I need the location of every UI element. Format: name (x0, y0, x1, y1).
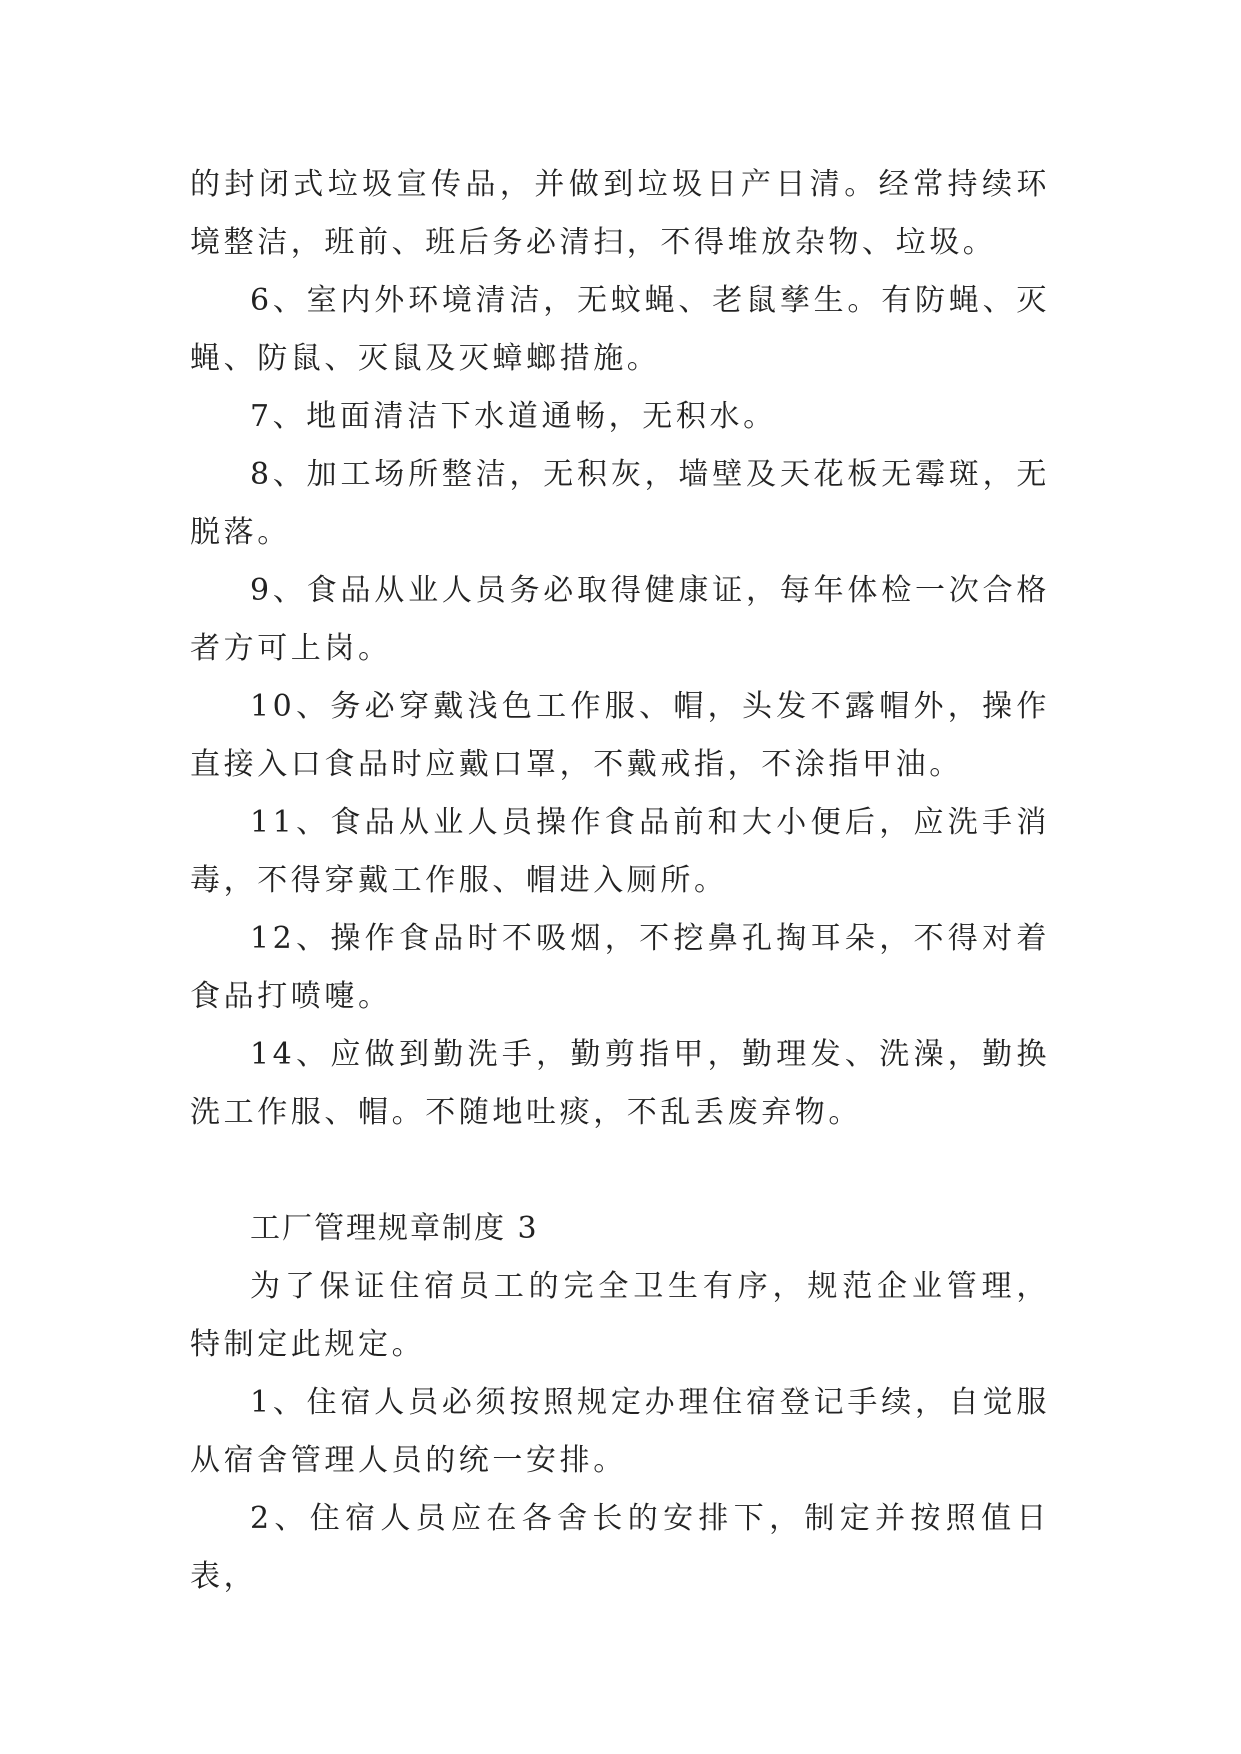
section-heading: 工厂管理规章制度 3 (250, 1211, 539, 1246)
paragraph-item-14: 14、应做到勤洗手，勤剪指甲，勤理发、洗澡，勤换洗工作服、帽。不随地吐痰，不乱丢废弃物。 (190, 1037, 1050, 1130)
section-intro-paragraph: 为了保证住宿员工的完全卫生有序，规范企业管理，特制定此规定。 (190, 1269, 1050, 1362)
paragraph-item-9: 9、食品从业人员务必取得健康证，每年体检一次合格者方可上岗。 (190, 573, 1050, 666)
section-item-2: 2、住宿人员应在各舍长的安排下，制定并按照值日表， (190, 1501, 1050, 1594)
paragraph-item-8: 8、加工场所整洁，无积灰，墙壁及天花板无霉斑，无脱落。 (190, 457, 1050, 550)
paragraph-item-7: 7、地面清洁下水道通畅，无积水。 (250, 399, 777, 434)
paragraph-continuation: 的封闭式垃圾宣传品，并做到垃圾日产日清。经常持续环境整洁，班前、班后务必清扫，不得堆放杂物、垃圾。 (190, 167, 1050, 260)
paragraph-item-10: 10、务必穿戴浅色工作服、帽，头发不露帽外，操作直接入口食品时应戴口罩，不戴戒指，不涂指甲油。 (190, 689, 1050, 782)
section-item-1: 1、住宿人员必须按照规定办理住宿登记手续，自觉服从宿舍管理人员的统一安排。 (190, 1385, 1050, 1478)
paragraph-item-12: 12、操作食品时不吸烟，不挖鼻孔掏耳朵，不得对着食品打喷嚏。 (190, 921, 1050, 1014)
paragraph-item-11: 11、食品从业人员操作食品前和大小便后，应洗手消毒，不得穿戴工作服、帽进入厕所。 (190, 805, 1050, 898)
document-body (190, 156, 1050, 1606)
paragraph-item-6: 6、室内外环境清洁，无蚊蝇、老鼠孳生。有防蝇、灭蝇、防鼠、灭鼠及灭蟑螂措施。 (190, 283, 1050, 376)
